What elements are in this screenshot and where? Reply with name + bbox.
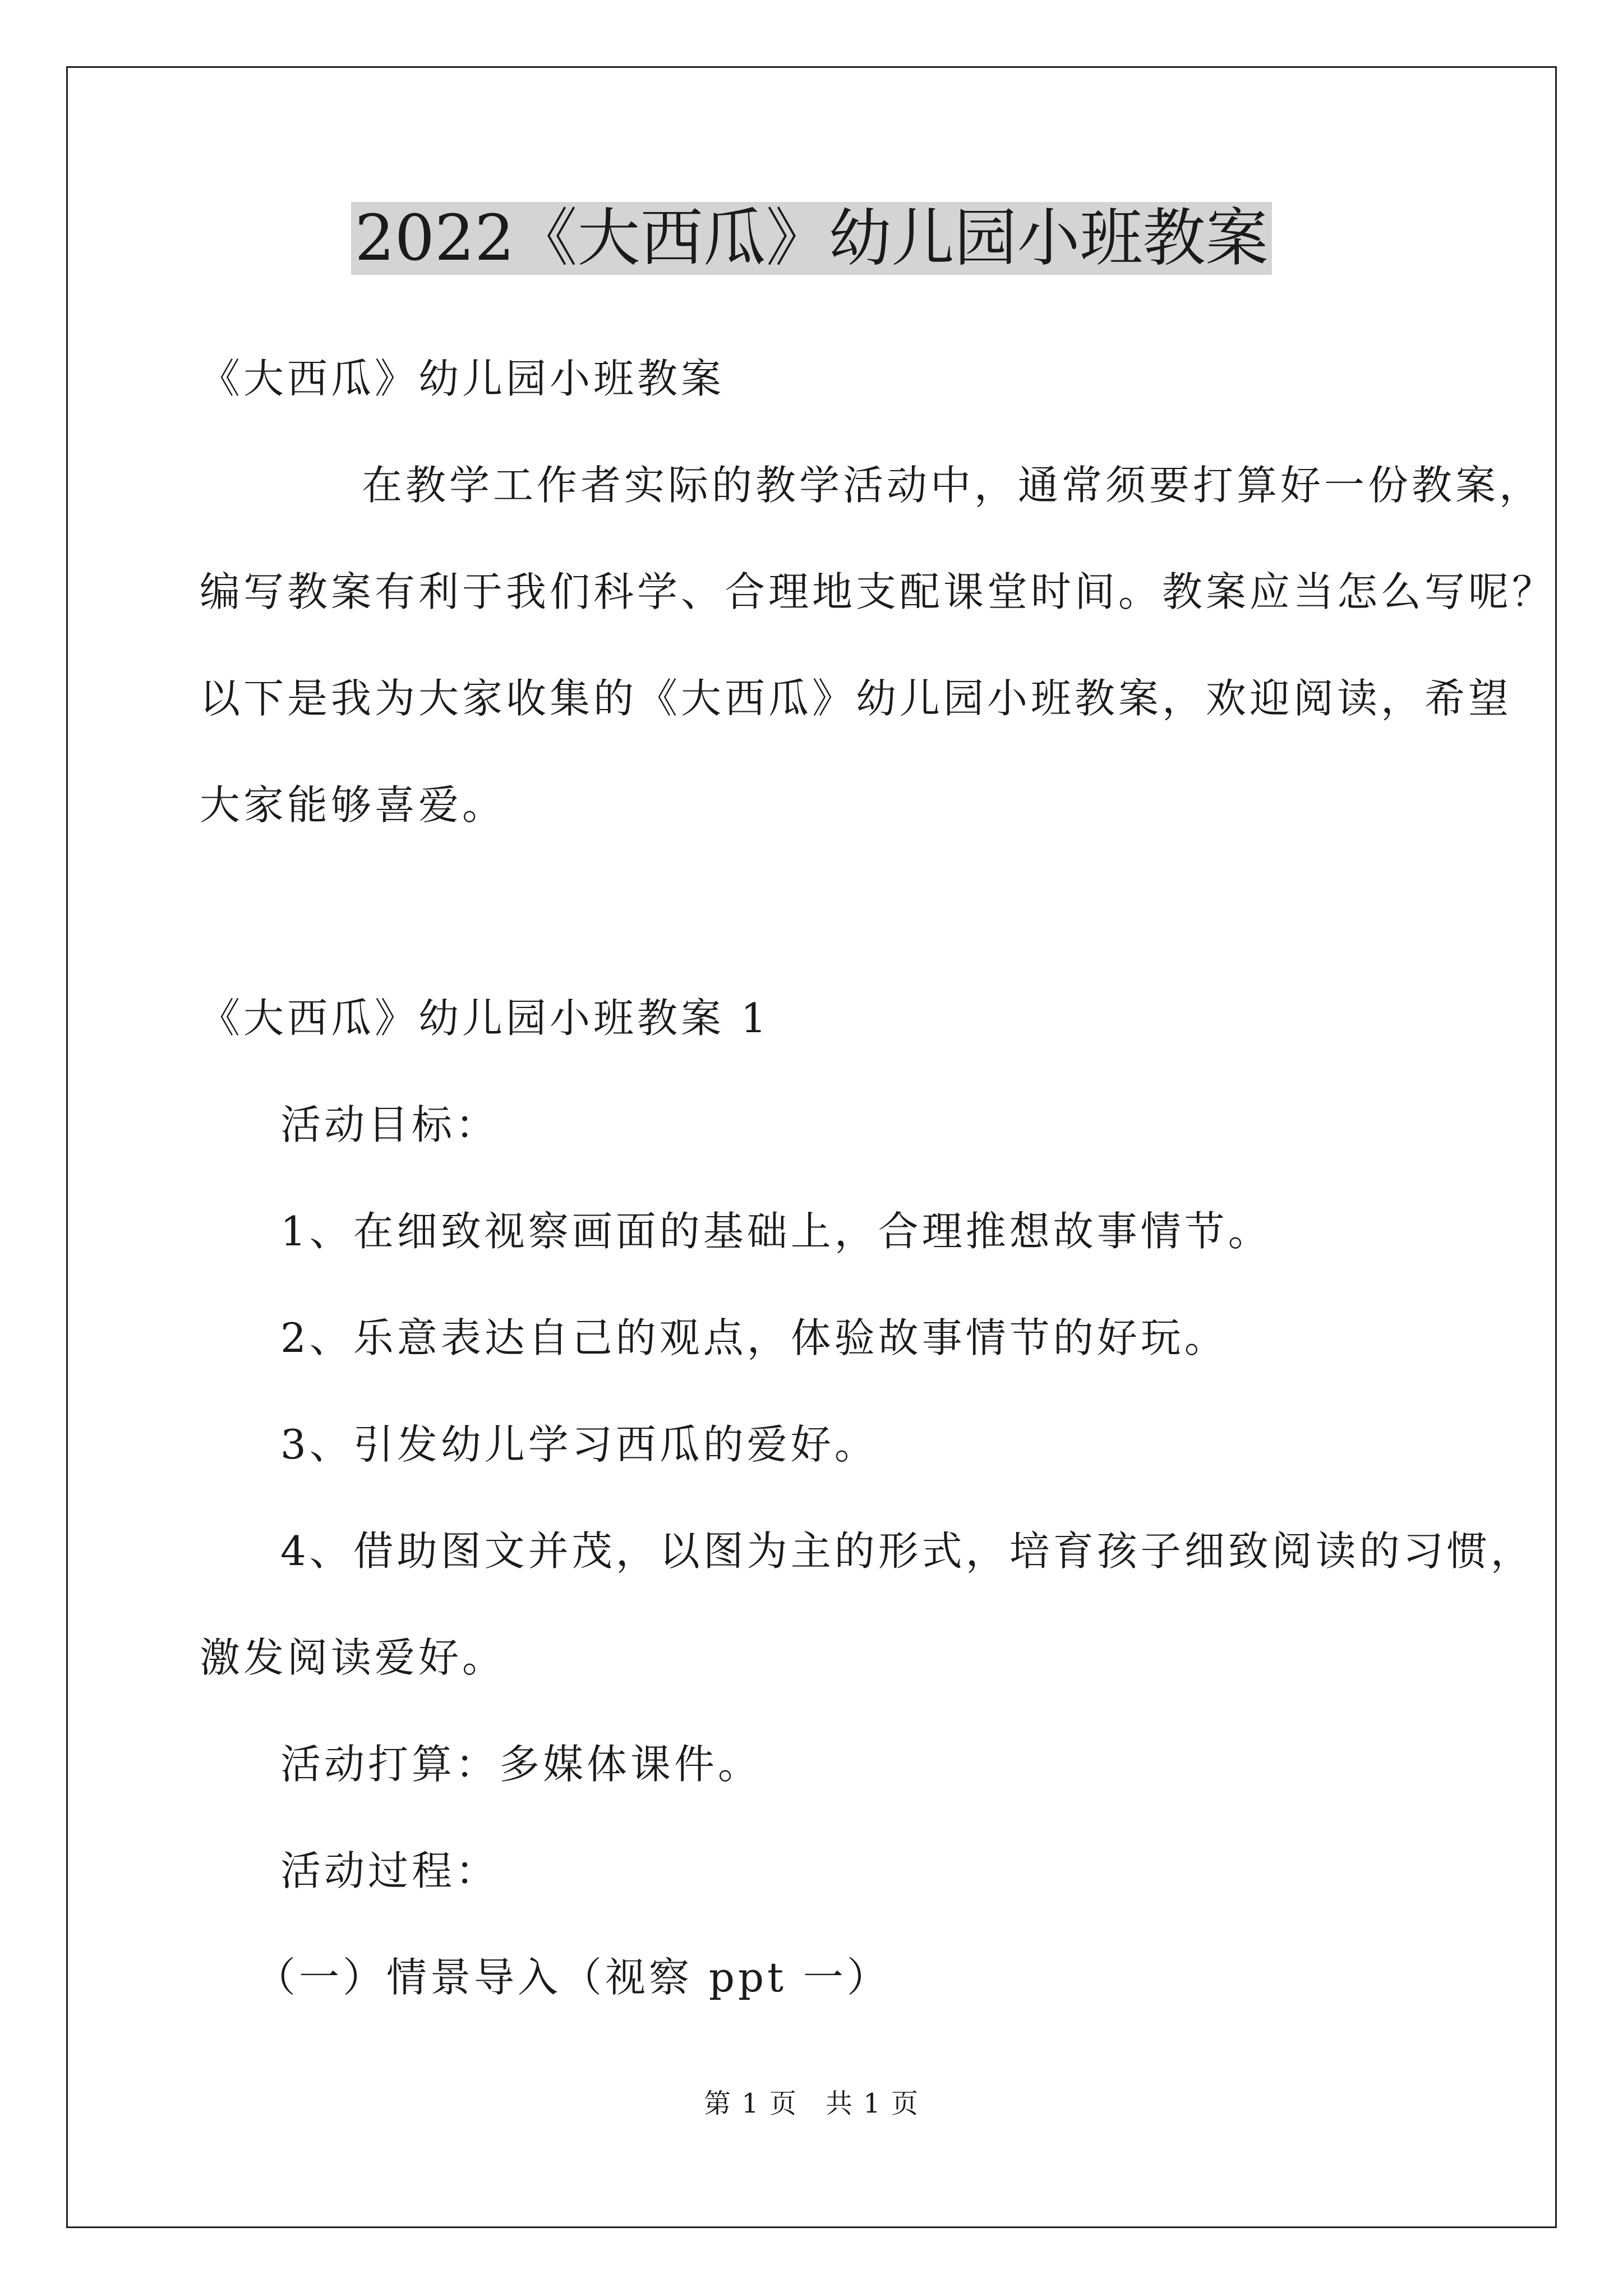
goal-item-3: 3、引发幼儿学习西瓜的爱好。 xyxy=(280,1421,878,1468)
goal-item-1: 1、在细致视察画面的基础上，合理推想故事情节。 xyxy=(280,1208,1272,1255)
goals-label: 活动目标： xyxy=(280,1101,500,1148)
intro-line-3: 以下是我为大家收集的《大西瓜》幼儿园小班教案，欢迎阅读，希望 xyxy=(200,675,1513,722)
process-label: 活动过程： xyxy=(280,1847,500,1894)
intro-line-1: 在教学工作者实际的教学活动中，通常须要打算好一份教案， xyxy=(362,462,1543,509)
goal-item-2: 2、乐意表达自己的观点，体验故事情节的好玩。 xyxy=(280,1314,1228,1361)
document-title: 2022《大西瓜》幼儿园小班教案 xyxy=(0,199,1623,278)
goal-item-4-continuation: 激发阅读爱好。 xyxy=(200,1634,506,1681)
goal-item-4: 4、借助图文并茂，以图为主的形式，培育孩子细致阅读的习惯， xyxy=(280,1527,1534,1575)
process-step-1: （一）情景导入（视察 ppt 一） xyxy=(255,1954,891,2001)
intro-line-2: 编写教案有利于我们科学、合理地支配课堂时间。教案应当怎么写呢？ xyxy=(200,568,1556,615)
activity-preparation: 活动打算：多媒体课件。 xyxy=(280,1741,762,1788)
intro-line-4: 大家能够喜爱。 xyxy=(200,781,506,829)
section-heading: 《大西瓜》幼儿园小班教案 1 xyxy=(200,995,770,1042)
page-number-footer: 第 1 页 共 1 页 xyxy=(703,2088,920,2119)
document-subtitle: 《大西瓜》幼儿园小班教案 xyxy=(200,355,725,402)
